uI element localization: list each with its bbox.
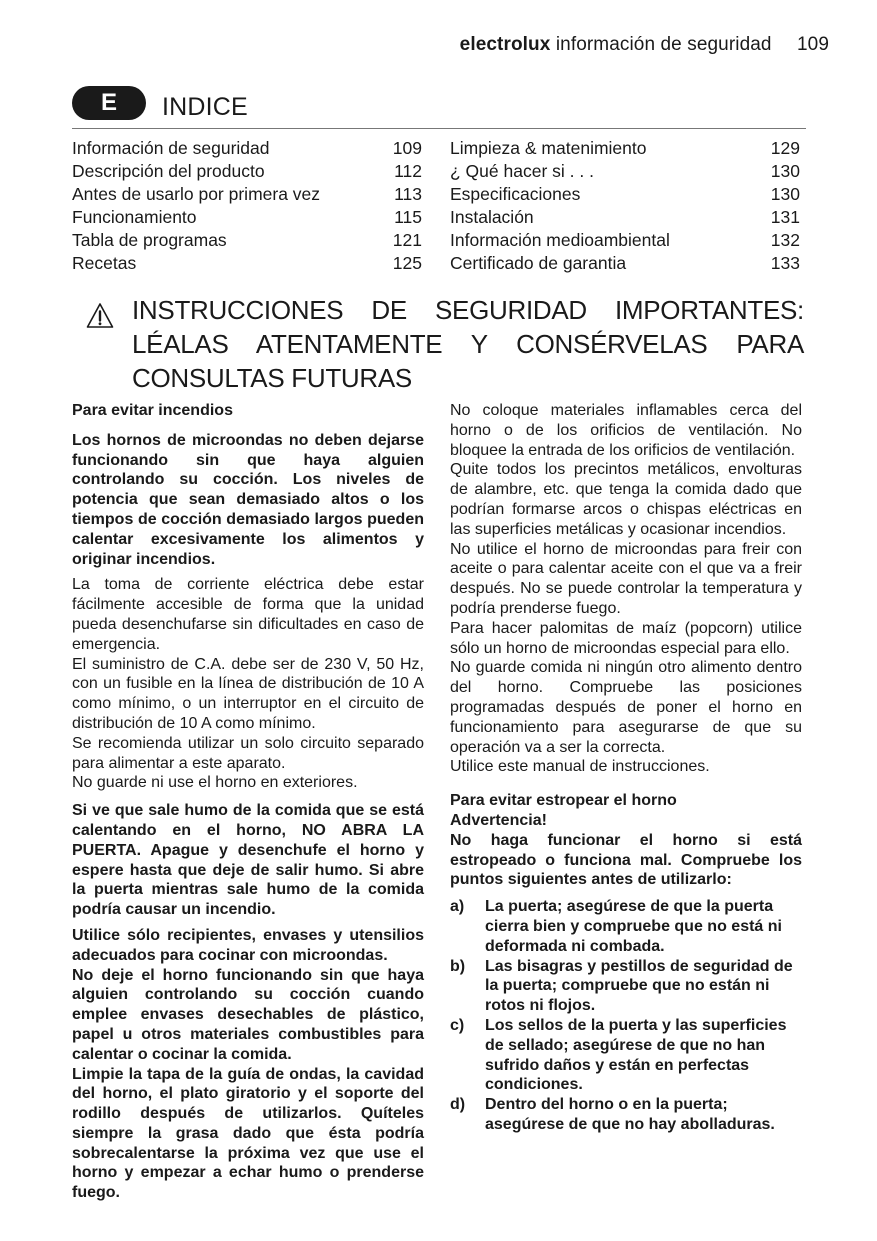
toc-entry: Información de seguridad 109 — [72, 138, 422, 158]
subheading: Para evitar estropear el horno — [450, 792, 677, 810]
toc-entry: Antes de usarlo por primera vez 113 — [72, 184, 422, 204]
warning-triangle-icon — [86, 302, 114, 330]
toc-entry: Tabla de programas 121 — [72, 230, 422, 250]
paragraph: No deje el horno funcionando sin que haya alguien controlando su cocción cuando emplee envases desechables de plástico, papel u otros materiales combustibles para calentar o cocinar la comida. — [72, 966, 424, 1063]
paragraph: El suministro de C.A. debe ser de 230 V, 50 Hz, con un fusible en la línea de distribución de 10 A como mínimo, o un interruptor en el circuito de distribución de 10 A como mínimo. — [72, 655, 424, 732]
paragraph: No guarde comida ni ningún otro alimento dentro del horno. Compruebe las posiciones programadas después de poner el horno en funcionamiento para asegurarse de que su operación va a ser la correcta. — [450, 659, 802, 756]
toc-entry: Funcionamiento 115 — [72, 207, 422, 227]
paragraph: Limpie la tapa de la guía de ondas, la cavidad del horno, el plato giratorio y el soporte del rodillo después de utilizarlos. Quíteles siempre la grasa dado que ésta podría sobrecalentarse la próxima vez que use el horno y empezar a echar humo o prenderse fuego. — [72, 1065, 424, 1202]
subheading: Para evitar incendios — [72, 402, 233, 419]
section-title: información de seguridad — [555, 34, 772, 55]
paragraph: Quite todos los precintos metálicos, envolturas de alambre, etc. que tenga la comida dado que podrían formarse arcos o chispas eléctricas en las superficies metálicas y ocasionar incendios. — [450, 461, 802, 538]
index-title: INDICE — [162, 93, 248, 121]
toc-entry: Información medioambiental 132 — [450, 230, 800, 250]
toc-entry: Limpieza & matenimiento 129 — [450, 138, 800, 158]
list-item: b) Las bisagras y pestillos de seguridad de la puerta; compruebe que no están ni rotos ni flojos. — [450, 957, 793, 1015]
paragraph: Para hacer palomitas de maíz (popcorn) utilice sólo un horno de microondas especial para ello. — [450, 619, 802, 657]
toc-right — [450, 137, 800, 275]
toc-left — [72, 137, 422, 275]
divider — [72, 128, 806, 129]
list-item: c) Los sellos de la puerta y las superficies de sellado; asegúrese de que no han sufrido daños y están en perfectas condiciones. — [450, 1016, 787, 1094]
toc-entry: Especificaciones 130 — [450, 184, 800, 204]
toc-entry: Descripción del producto 112 — [72, 161, 422, 181]
page-header — [460, 34, 829, 56]
checklist — [450, 897, 802, 1135]
toc-entry: Recetas 125 — [72, 253, 422, 273]
toc-entry: Instalación 131 — [450, 207, 800, 227]
toc-entry: Certificado de garantia 133 — [450, 253, 800, 273]
paragraph: No guarde ni use el horno en exteriores. — [72, 774, 358, 792]
paragraph: Si ve que sale humo de la comida que se está calentando en el horno, NO ABRA LA PUERTA. Apague y desenchufe el horno y espere hasta que deje de salir humo. Si abre la puerta mientras sale humo de la comida podría causar un incendio. — [72, 802, 424, 919]
brand-name: electrolux — [459, 34, 551, 55]
paragraph: Se recomienda utilizar un solo circuito separado para alimentar a este aparato. — [72, 734, 424, 772]
paragraph: No coloque materiales inflamables cerca del horno o de los orificios de ventilación. No bloquee la entrada de los orificios de ventilación. — [450, 402, 802, 459]
paragraph: Los hornos de microondas no deben dejarse funcionando sin que haya alguien controlando su cocción. Los niveles de potencia que sean demasiado altos o los tiempos de cocción demasiado largos pueden calentar excesivamente los alimentos y originar incendios. — [72, 431, 424, 568]
left-column — [72, 401, 424, 1203]
toc-entry: ¿ Qué hacer si . . . 130 — [450, 161, 800, 181]
paragraph: Utilice este manual de instrucciones. — [450, 758, 710, 776]
right-column — [450, 401, 802, 1135]
paragraph: La toma de corriente eléctrica debe estar fácilmente accesible de forma que la unidad pueda desenchufarse sin dificultades en caso de emergencia. — [72, 576, 424, 653]
paragraph: Utilice sólo recipientes, envases y utensilios adecuados para cocinar con microondas. — [72, 926, 424, 964]
paragraph: No utilice el horno de microondas para freir con aceite o para calentar aceite con el que va a freir después. No se puede controlar la temperatura y podría prenderse fuego. — [450, 540, 802, 617]
paragraph: No haga funcionar el horno si está estropeado o funciona mal. Compruebe los puntos siguientes antes de utilizarlo: — [450, 831, 802, 889]
page-number: 109 — [796, 34, 829, 55]
language-badge: E — [72, 86, 146, 120]
safety-title: INSTRUCCIONES DE SEGURIDAD IMPORTANTES: LÉALAS ATENTAMENTE Y CONSÉRVELAS PARA CONSULTAS FUTURAS — [132, 295, 804, 393]
list-item: d) Dentro del horno o en la puerta; asegúrese de que no hay abolladuras. — [450, 1096, 775, 1133]
warning-label: Advertencia! — [450, 811, 547, 829]
list-item: a) La puerta; asegúrese de que la puerta cierra bien y compruebe que no está ni deformada ni combada. — [450, 898, 782, 955]
